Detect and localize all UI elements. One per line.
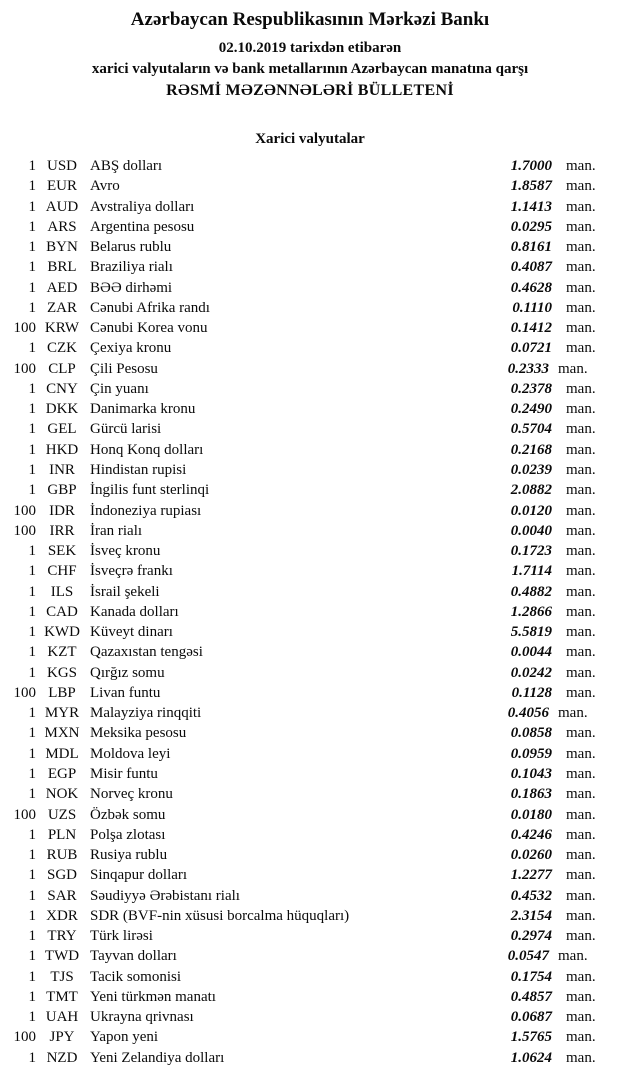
table-row (0, 582, 620, 602)
table-row (0, 805, 620, 825)
table-row (0, 338, 620, 358)
rate-value-cell: 0.0260 (510, 847, 552, 864)
table-row (0, 460, 620, 480)
unit-label-cell: man. (566, 380, 596, 397)
currency-code-cell: INR (49, 461, 75, 478)
table-row (0, 176, 620, 196)
currency-code-cell: GEL (47, 421, 77, 438)
currency-code-cell: KRW (44, 320, 80, 337)
currency-name-cell: Rusiya rublu (90, 847, 168, 864)
unit-label-cell: man. (566, 158, 596, 174)
quantity-cell: 1 (28, 603, 36, 620)
table-row (0, 865, 620, 885)
currency-code-cell: SEK (47, 543, 77, 560)
table-row (0, 845, 620, 865)
bank-name-title: Azərbaycan Respublikasının Mərkəzi Bankı (130, 9, 490, 30)
unit-label-cell: man. (566, 522, 596, 539)
unit-label-cell: man. (566, 765, 596, 782)
currency-code-cell: JPY (49, 1029, 75, 1046)
currency-name-cell: Küveyt dinarı (90, 624, 173, 641)
unit-label-cell: man. (566, 826, 596, 843)
unit-label-cell: man. (558, 705, 588, 722)
rate-value-cell: 0.4628 (510, 279, 552, 296)
currency-name-cell: Ukrayna qrivnası (90, 1009, 194, 1026)
quantity-cell: 1 (28, 907, 36, 924)
rate-value-cell: 0.4246 (510, 826, 552, 843)
quantity-cell: 1 (28, 178, 36, 195)
currency-name-cell: Qazaxıstan tengəsi (90, 644, 203, 661)
currency-code-cell: BYN (46, 239, 78, 256)
quantity-cell: 1 (28, 664, 36, 681)
quantity-cell: 1 (28, 948, 36, 965)
unit-label-cell: man. (566, 421, 596, 438)
quantity-cell: 100 (13, 360, 36, 377)
unit-label-cell: man. (566, 684, 596, 701)
table-row (0, 257, 620, 277)
quantity-cell: 1 (28, 583, 36, 600)
currency-name-cell: Polşa zlotası (90, 826, 166, 843)
quantity-cell: 1 (28, 826, 36, 843)
currency-name-cell: Meksika pesosu (90, 725, 187, 742)
unit-label-cell: man. (566, 968, 596, 985)
rate-value-cell: 1.2277 (510, 867, 552, 884)
quantity-cell: 1 (28, 279, 36, 296)
currency-code-cell: HKD (45, 441, 79, 458)
rate-value-cell: 0.0721 (510, 340, 552, 357)
rate-value-cell: 0.0687 (510, 1009, 552, 1026)
currency-code-cell: KGS (46, 664, 77, 681)
currency-code-cell: EGP (47, 765, 77, 782)
currency-code-cell: USD (46, 158, 77, 174)
unit-label-cell: man. (566, 543, 596, 560)
table-row (0, 926, 620, 946)
rate-value-cell: 0.2168 (510, 441, 552, 458)
currency-code-cell: IDR (49, 502, 75, 519)
rate-value-cell: 0.1110 (512, 299, 552, 316)
currency-name-cell: Yeni Zelandiya dolları (90, 1049, 225, 1066)
table-row (0, 561, 620, 581)
rate-value-cell: 0.2974 (510, 928, 552, 945)
currency-code-cell: XDR (46, 907, 78, 924)
currency-name-cell: Honq Konq dolları (90, 441, 204, 458)
quantity-cell: 1 (28, 380, 36, 397)
table-row (0, 217, 620, 237)
unit-label-cell: man. (566, 907, 596, 924)
unit-label-cell: man. (566, 583, 596, 600)
quantity-cell: 100 (13, 806, 36, 823)
currency-code-cell: MYR (44, 705, 80, 722)
currency-name-cell: Tacik somonisi (90, 968, 182, 985)
currency-code-cell: CLP (48, 360, 76, 377)
currency-name-cell: Norveç kronu (90, 786, 173, 803)
table-row (0, 156, 620, 176)
unit-label-cell: man. (566, 725, 596, 742)
currency-name-cell: Tayvan dolları (90, 948, 177, 965)
currency-name-cell: Danimarka kronu (90, 401, 196, 418)
currency-code-cell: CHF (47, 563, 77, 580)
rate-value-cell: 0.1043 (510, 765, 552, 782)
unit-label-cell: man. (566, 259, 596, 276)
quantity-cell: 1 (28, 765, 36, 782)
unit-label-cell: man. (566, 988, 596, 1005)
rate-value-cell: 0.0040 (510, 522, 552, 539)
quantity-cell: 1 (28, 198, 36, 215)
quantity-cell: 1 (28, 543, 36, 560)
rate-value-cell: 0.0858 (510, 725, 552, 742)
unit-label-cell: man. (566, 401, 596, 418)
currency-code-cell: DKK (45, 401, 79, 418)
table-row (0, 744, 620, 764)
rate-value-cell: 0.5704 (510, 421, 552, 438)
unit-label-cell: man. (566, 928, 596, 945)
currency-code-cell: NOK (45, 786, 79, 803)
currency-code-cell: CZK (47, 340, 77, 357)
quantity-cell: 1 (28, 401, 36, 418)
quantity-cell: 100 (13, 684, 36, 701)
table-row (0, 521, 620, 541)
currency-name-cell: Braziliya rialı (90, 259, 173, 276)
currency-name-cell: Moldova leyi (90, 745, 171, 762)
unit-label-cell: man. (566, 624, 596, 641)
currency-name-cell: BƏƏ dirhəmi (90, 279, 173, 296)
unit-label-cell: man. (566, 218, 596, 235)
rate-value-cell: 0.1412 (510, 320, 552, 337)
currency-name-cell: Malayziya rinqqiti (90, 705, 202, 722)
currency-code-cell: CNY (46, 380, 78, 397)
unit-label-cell: man. (566, 178, 596, 195)
currency-name-cell: Çili Pesosu (90, 360, 158, 377)
unit-label-cell: man. (566, 279, 596, 296)
rate-value-cell: 0.1754 (510, 968, 552, 985)
rate-value-cell: 0.4087 (510, 259, 552, 276)
document-header (0, 0, 620, 102)
currency-name-cell: Belarus rublu (90, 239, 172, 256)
rate-value-cell: 1.7000 (510, 158, 552, 174)
quantity-cell: 1 (28, 1009, 36, 1026)
unit-label-cell: man. (566, 1049, 596, 1066)
rate-value-cell: 5.5819 (510, 624, 552, 641)
table-row (0, 501, 620, 521)
rate-value-cell: 0.2378 (510, 380, 552, 397)
table-row (0, 663, 620, 683)
quantity-cell: 1 (28, 867, 36, 884)
currency-name-cell: Çexiya kronu (90, 340, 172, 357)
currency-code-cell: AED (46, 279, 78, 296)
currency-name-cell: Sinqapur dolları (90, 867, 188, 884)
table-row (0, 723, 620, 743)
currency-code-cell: EUR (47, 178, 77, 195)
rate-value-cell: 0.0959 (510, 745, 552, 762)
subject-line: xarici valyutaların və bank metallarının Azərbaycan manatına qarşı (91, 61, 529, 77)
unit-label-cell: man. (566, 806, 596, 823)
currency-code-cell: MXN (44, 725, 80, 742)
rate-value-cell: 2.3154 (510, 907, 552, 924)
currency-name-cell: SDR (BVF-nin xüsusi borcalma hüquqları) (90, 907, 350, 924)
table-row (0, 987, 620, 1007)
unit-label-cell: man. (566, 786, 596, 803)
quantity-cell: 1 (28, 887, 36, 904)
quantity-cell: 1 (28, 461, 36, 478)
currency-code-cell: GBP (47, 482, 77, 499)
rate-value-cell: 1.5765 (510, 1029, 552, 1046)
unit-label-cell: man. (566, 482, 596, 499)
unit-label-cell: man. (566, 461, 596, 478)
rate-value-cell: 0.4857 (510, 988, 552, 1005)
currency-code-cell: TJS (50, 968, 74, 985)
quantity-cell: 100 (13, 522, 36, 539)
table-row (0, 764, 620, 784)
unit-label-cell: man. (566, 847, 596, 864)
table-row (0, 359, 620, 379)
currency-name-cell: Livan funtu (90, 684, 161, 701)
rate-value-cell: 1.0624 (510, 1049, 552, 1066)
currency-name-cell: Yeni türkmən manatı (90, 988, 216, 1005)
table-row (0, 784, 620, 804)
table-row (0, 278, 620, 298)
table-row (0, 825, 620, 845)
quantity-cell: 1 (28, 441, 36, 458)
rate-value-cell: 0.0239 (510, 461, 552, 478)
unit-label-cell: man. (566, 320, 596, 337)
currency-code-cell: TRY (47, 928, 77, 945)
unit-label-cell: man. (566, 603, 596, 620)
currency-code-cell: MDL (45, 745, 79, 762)
table-row (0, 906, 620, 926)
currency-code-cell: TWD (44, 948, 80, 965)
currency-name-cell: Çin yuanı (90, 380, 149, 397)
quantity-cell: 1 (28, 624, 36, 641)
rate-value-cell: 0.4882 (510, 583, 552, 600)
quantity-cell: 1 (28, 239, 36, 256)
rate-value-cell: 1.1413 (510, 198, 552, 215)
unit-label-cell: man. (558, 360, 588, 377)
quantity-cell: 1 (28, 299, 36, 316)
bulletin-title: RƏSMİ MƏZƏNNƏLƏRİ BÜLLETENİ (166, 82, 454, 99)
rate-value-cell: 0.0547 (507, 948, 549, 965)
currency-name-cell: İsrail şekeli (90, 583, 160, 600)
currency-name-cell: Qırğız somu (90, 664, 165, 681)
currency-code-cell: PLN (47, 826, 77, 843)
quantity-cell: 1 (28, 259, 36, 276)
currency-code-cell: UZS (47, 806, 77, 823)
rate-value-cell: 1.8587 (510, 178, 552, 195)
currency-code-cell: UAH (45, 1009, 79, 1026)
table-row (0, 642, 620, 662)
currency-name-cell: Hindistan rupisi (90, 461, 187, 478)
unit-label-cell: man. (566, 198, 596, 215)
quantity-cell: 1 (28, 340, 36, 357)
currency-code-cell: SGD (46, 867, 77, 884)
rate-value-cell: 0.8161 (510, 239, 552, 256)
currency-name-cell: Avro (90, 178, 120, 195)
table-row (0, 419, 620, 439)
currency-code-cell: ILS (50, 583, 74, 600)
table-row (0, 197, 620, 217)
quantity-cell: 1 (28, 786, 36, 803)
quantity-cell: 1 (28, 847, 36, 864)
currency-name-cell: Avstraliya dolları (90, 198, 195, 215)
quantity-cell: 1 (28, 563, 36, 580)
quantity-cell: 1 (28, 968, 36, 985)
currency-name-cell: Yapon yeni (90, 1029, 159, 1046)
table-row (0, 602, 620, 622)
unit-label-cell: man. (566, 745, 596, 762)
rate-value-cell: 0.4532 (510, 887, 552, 904)
quantity-cell: 1 (28, 1049, 36, 1066)
currency-code-cell: KZT (47, 644, 77, 661)
unit-label-cell: man. (566, 1029, 596, 1046)
quantity-cell: 100 (13, 1029, 36, 1046)
rate-value-cell: 0.0242 (510, 664, 552, 681)
currency-code-cell: RUB (46, 847, 78, 864)
table-row (0, 298, 620, 318)
rate-value-cell: 0.0120 (510, 502, 552, 519)
currency-name-cell: Cənubi Afrika randı (90, 299, 210, 316)
table-row (0, 1007, 620, 1027)
currency-code-cell: ZAR (47, 299, 77, 316)
unit-label-cell: man. (566, 664, 596, 681)
currency-code-cell: BRL (47, 259, 77, 276)
currency-name-cell: Türk lirəsi (90, 928, 153, 945)
currency-code-cell: SAR (47, 887, 77, 904)
currency-name-cell: Argentina pesosu (90, 218, 195, 235)
unit-label-cell: man. (566, 340, 596, 357)
table-row (0, 379, 620, 399)
currency-code-cell: LBP (48, 684, 76, 701)
table-row (0, 318, 620, 338)
unit-label-cell: man. (566, 887, 596, 904)
currency-code-cell: AUD (45, 198, 79, 215)
currency-name-cell: İran rialı (90, 522, 143, 539)
table-row (0, 703, 620, 723)
currency-code-cell: IRR (49, 522, 75, 539)
table-row (0, 399, 620, 419)
quantity-cell: 1 (28, 482, 36, 499)
currency-code-cell: CAD (46, 603, 78, 620)
currency-name-cell: Səudiyyə Ərəbistanı rialı (90, 887, 240, 904)
currency-code-cell: NZD (46, 1049, 78, 1066)
rates-table (0, 156, 620, 1068)
currency-name-cell: Gürcü larisi (90, 421, 162, 438)
table-row (0, 440, 620, 460)
quantity-cell: 1 (28, 421, 36, 438)
rate-value-cell: 0.2333 (507, 360, 549, 377)
rate-value-cell: 0.0180 (510, 806, 552, 823)
rate-value-cell: 0.1128 (511, 684, 552, 701)
table-row (0, 683, 620, 703)
unit-label-cell: man. (566, 239, 596, 256)
quantity-cell: 1 (28, 928, 36, 945)
table-row (0, 946, 620, 966)
unit-label-cell: man. (566, 299, 596, 316)
table-row (0, 237, 620, 257)
table-row (0, 1027, 620, 1047)
currency-code-cell: TMT (46, 988, 78, 1005)
currency-code-cell: KWD (44, 624, 80, 641)
unit-label-cell: man. (566, 867, 596, 884)
currency-name-cell: Özbək somu (90, 806, 166, 823)
table-row (0, 967, 620, 987)
table-row (0, 886, 620, 906)
quantity-cell: 100 (13, 320, 36, 337)
currency-name-cell: İsveçrə frankı (90, 563, 173, 580)
quantity-cell: 1 (28, 705, 36, 722)
unit-label-cell: man. (566, 502, 596, 519)
quantity-cell: 1 (28, 158, 36, 174)
rate-value-cell: 1.7114 (511, 563, 552, 580)
unit-label-cell: man. (558, 948, 588, 965)
currency-name-cell: Misir funtu (90, 765, 158, 782)
quantity-cell: 1 (28, 745, 36, 762)
unit-label-cell: man. (566, 563, 596, 580)
unit-label-cell: man. (566, 644, 596, 661)
currency-name-cell: İsveç kronu (90, 543, 161, 560)
quantity-cell: 100 (13, 502, 36, 519)
currency-name-cell: İngilis funt sterlinqi (90, 482, 210, 499)
quantity-cell: 1 (28, 644, 36, 661)
section-title-foreign-currencies: Xarici valyutalar (255, 131, 365, 147)
rate-value-cell: 0.0044 (510, 644, 552, 661)
rate-value-cell: 0.4056 (507, 705, 549, 722)
rate-value-cell: 2.0882 (510, 482, 552, 499)
table-row (0, 1048, 620, 1068)
rate-value-cell: 0.1863 (510, 786, 552, 803)
rate-value-cell: 0.2490 (510, 401, 552, 418)
currency-name-cell: Cənubi Korea vonu (90, 320, 208, 337)
rate-value-cell: 0.1723 (510, 543, 552, 560)
unit-label-cell: man. (566, 1009, 596, 1026)
currency-code-cell: ARS (47, 218, 77, 235)
currency-name-cell: Kanada dolları (90, 603, 179, 620)
quantity-cell: 1 (28, 725, 36, 742)
rate-value-cell: 0.0295 (510, 218, 552, 235)
unit-label-cell: man. (566, 441, 596, 458)
currency-name-cell: ABŞ dolları (90, 158, 163, 174)
table-row (0, 622, 620, 642)
table-row (0, 480, 620, 500)
effective-date-line: 02.10.2019 tarixdən etibarən (218, 40, 402, 56)
quantity-cell: 1 (28, 988, 36, 1005)
rate-value-cell: 1.2866 (510, 603, 552, 620)
currency-name-cell: İndoneziya rupiası (90, 502, 202, 519)
table-row (0, 541, 620, 561)
quantity-cell: 1 (28, 218, 36, 235)
